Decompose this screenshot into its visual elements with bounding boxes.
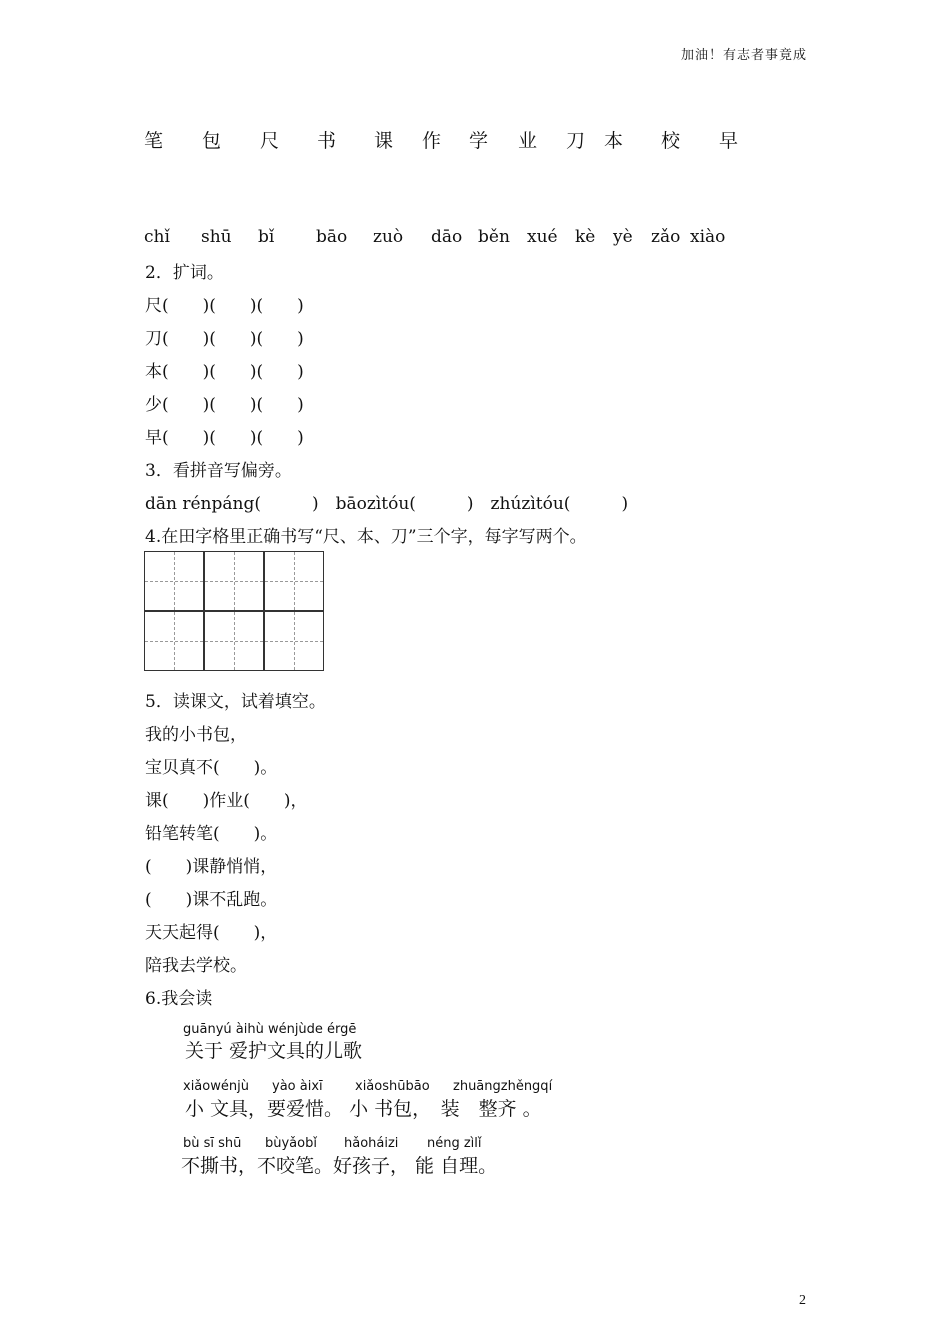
grid-cell — [264, 611, 324, 671]
expand-word-row: 本( )( )( ) — [145, 362, 304, 382]
page-number: 2 — [799, 1293, 806, 1308]
line2-pinyin: néng zìlǐ — [427, 1136, 482, 1151]
line1-pinyin: yào àixī — [272, 1079, 323, 1094]
pinyin: shū — [201, 227, 232, 247]
section-3-title: 3．看拼音写偏旁。 — [145, 461, 292, 481]
char: 本 — [604, 130, 624, 152]
poem-line: 铅笔转笔( )。 — [145, 824, 278, 844]
char: 业 — [518, 130, 538, 152]
poem-line-1: 小 文具，要爱惜。 小 书包， 装 整齐 。 — [185, 1098, 542, 1120]
tianzige-grid — [144, 551, 325, 672]
expand-word-row: 刀( )( )( ) — [145, 329, 304, 349]
poem-line-2: 不撕书，不咬笔。好孩子， 能 自理。 — [181, 1155, 498, 1177]
char: 课 — [374, 130, 394, 152]
pinyin: yè — [613, 227, 633, 247]
pinyin: bāo — [316, 227, 348, 247]
section-2-title: 2．扩词。 — [145, 263, 224, 283]
pinyin: chǐ — [144, 227, 170, 247]
grid-cell — [144, 611, 204, 671]
section-5-title: 5．读课文，试着填空。 — [145, 692, 326, 712]
line1-pinyin: xiǎoshūbāo — [355, 1079, 430, 1094]
line2-pinyin: bùyǎobǐ — [265, 1136, 317, 1151]
poem-line: 天天起得( )， — [145, 923, 278, 943]
char: 校 — [661, 130, 681, 152]
section-4-title: 4.在田字格里正确书写“尺、本、刀”三个字，每字写两个。 — [145, 527, 587, 547]
header-motto: 加油！有志者事竟成 — [680, 48, 807, 63]
poem-line: 宝贝真不( )。 — [145, 758, 278, 778]
pinyin: zǎo — [651, 227, 681, 247]
char: 尺 — [260, 130, 280, 152]
pinyin: bǐ — [258, 227, 275, 247]
poem-line: 我的小书包， — [145, 725, 247, 745]
title-pinyin: guānyú àihù wénjùde érgē — [183, 1022, 357, 1037]
expand-word-row: 少( )( )( ) — [145, 395, 304, 415]
pinyin: běn — [478, 227, 510, 247]
radical-pinyin-line: dān rénpáng( ) bāozìtóu( ) zhúzìtóu( ) — [145, 494, 629, 514]
line2-pinyin: bù sī shū — [183, 1136, 242, 1151]
poem-line: 课( )作业( )， — [145, 791, 308, 811]
pinyin: zuò — [373, 227, 404, 247]
pinyin: xué — [527, 227, 558, 247]
pinyin: dāo — [431, 227, 463, 247]
poem-line: 陪我去学校。 — [145, 956, 247, 976]
expand-word-row: 早( )( )( ) — [145, 428, 304, 448]
line2-pinyin: hǎoháizi — [344, 1136, 399, 1151]
pinyin: xiào — [690, 227, 726, 247]
grid-cell — [204, 551, 264, 611]
line1-pinyin: xiǎowénjù — [183, 1079, 249, 1094]
char: 包 — [202, 130, 222, 152]
char: 作 — [422, 130, 442, 152]
expand-word-row: 尺( )( )( ) — [145, 296, 304, 316]
grid-cell — [204, 611, 264, 671]
char: 笔 — [144, 130, 164, 152]
poem-line: ( )课不乱跑。 — [145, 890, 278, 910]
char: 学 — [469, 130, 489, 152]
char: 早 — [719, 130, 739, 152]
section-6-title: 6.我会读 — [145, 989, 213, 1009]
grid-cell — [144, 551, 204, 611]
char: 书 — [317, 130, 337, 152]
grid-cell — [264, 551, 324, 611]
line1-pinyin: zhuāngzhěngqí — [453, 1079, 553, 1094]
poem-line: ( )课静悄悄， — [145, 857, 278, 877]
poem-title: 关于 爱护文具的儿歌 — [185, 1040, 363, 1062]
pinyin: kè — [575, 227, 596, 247]
char: 刀 — [566, 130, 586, 152]
